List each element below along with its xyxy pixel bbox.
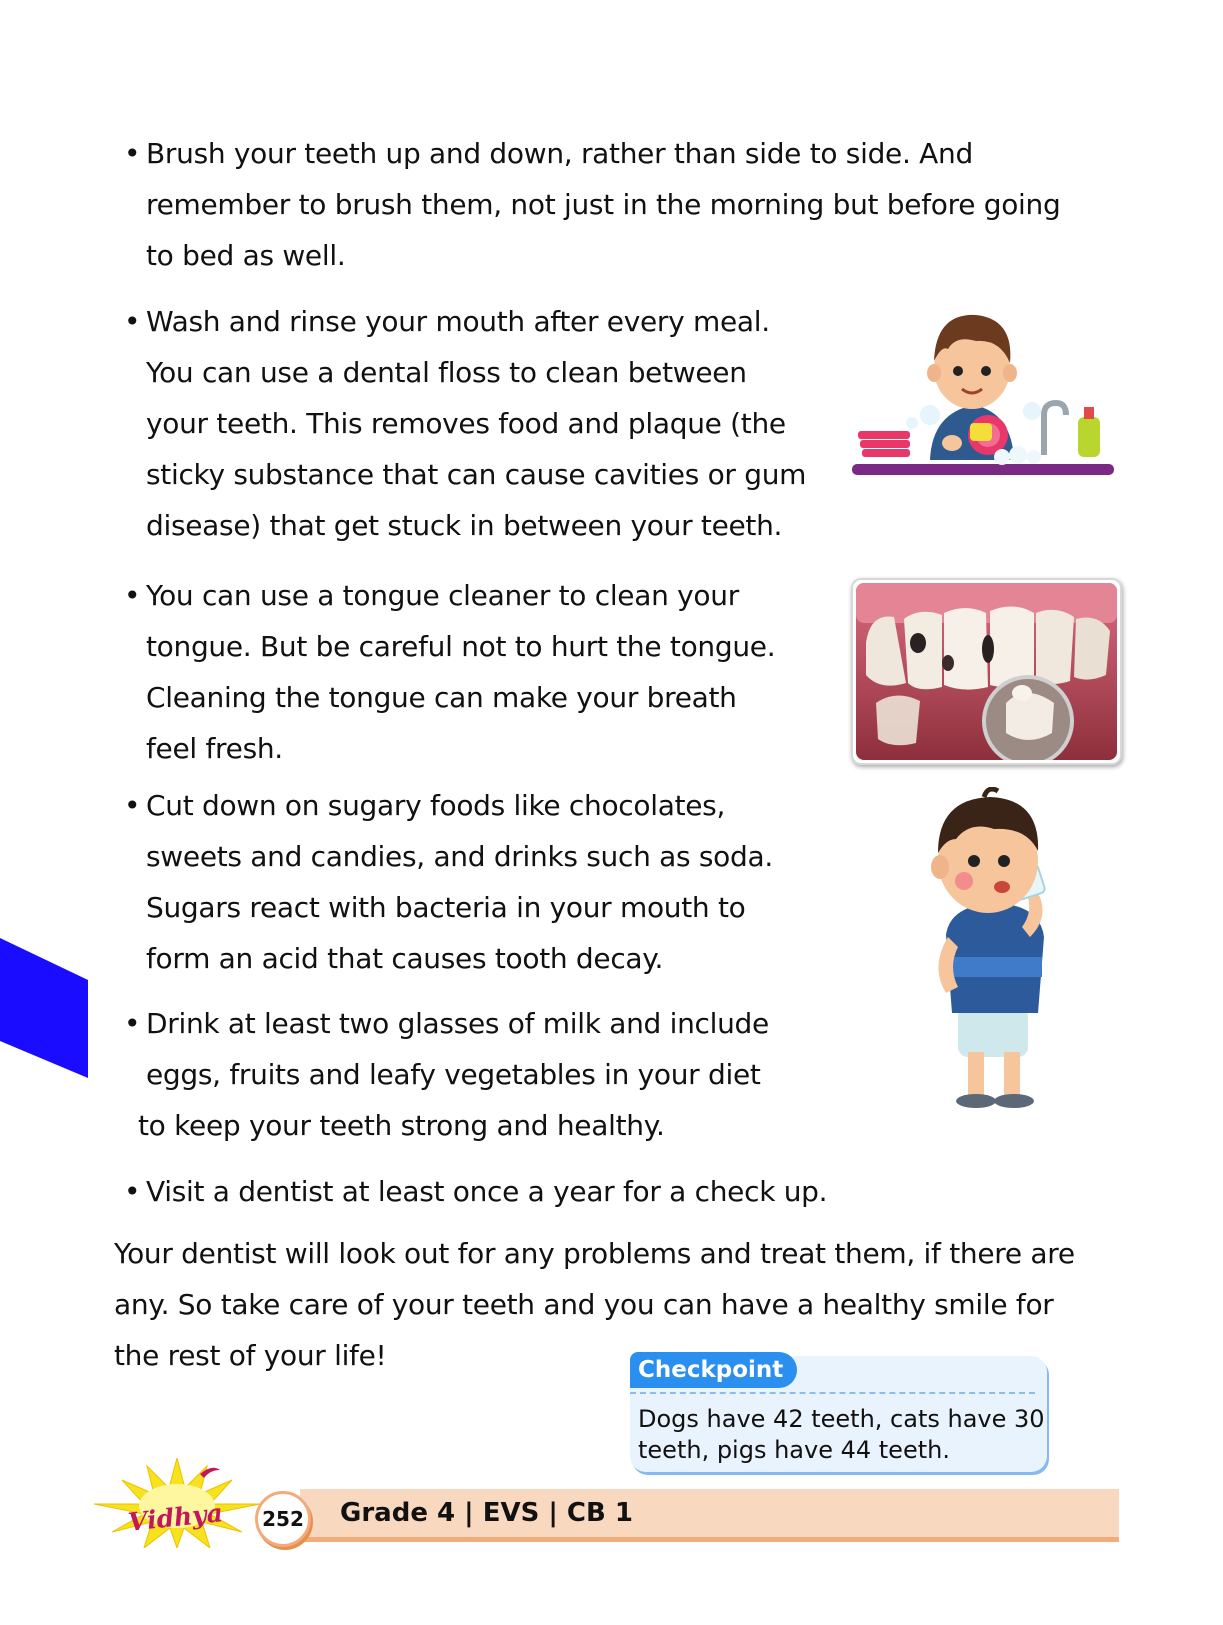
footer-title: Grade 4 | EVS | CB 1 [340, 1498, 633, 1528]
checkpoint-box [630, 1356, 1050, 1476]
text-line: any. So take care of your teeth and you can have a healthy smile for [114, 1288, 1054, 1321]
boy-washing-dishes-illustration [852, 305, 1114, 485]
text-line: feel fresh. [146, 732, 283, 765]
checkpoint-label: Checkpoint [630, 1352, 797, 1388]
boy-drinking-milk-illustration [918, 787, 1078, 1117]
bullet-dentist [124, 1166, 828, 1217]
tooth-decay-photo [851, 578, 1122, 765]
bullet-tongue [124, 570, 776, 774]
text-line: Cleaning the tongue can make your breath [146, 681, 737, 714]
bullet-symbol: • [124, 579, 141, 612]
page-number: 252 [255, 1491, 311, 1547]
side-tab-marker [0, 938, 90, 1078]
text-line: your teeth. This removes food and plaque (the [146, 407, 786, 440]
bullet-symbol: • [124, 305, 141, 338]
text-line: You can use a dental floss to clean between [146, 356, 747, 389]
text-line: to keep your teeth strong and healthy. [138, 1109, 665, 1142]
text-line: Your dentist will look out for any problems and treat them, if there are [114, 1237, 1075, 1270]
bullet-milk [124, 998, 769, 1151]
checkpoint-text: Dogs have 42 teeth, cats have 30 teeth, pigs have 44 teeth. [638, 1405, 1045, 1464]
text-line: eggs, fruits and leafy vegetables in your diet [146, 1058, 761, 1091]
text-line: Cut down on sugary foods like chocolates, [146, 789, 726, 822]
text-line: the rest of your life! [114, 1339, 387, 1372]
bullet-symbol: • [124, 789, 141, 822]
text-line: You can use a tongue cleaner to clean your [146, 579, 739, 612]
bullet-brush [124, 128, 1061, 281]
text-line: sticky substance that can cause cavities or gum [146, 458, 807, 491]
bullet-symbol: • [124, 137, 141, 170]
text-line: disease) that get stuck in between your teeth. [146, 509, 783, 542]
text-line: Drink at least two glasses of milk and include [146, 1007, 769, 1040]
text-line: to bed as well. [146, 239, 346, 272]
text-line: Wash and rinse your mouth after every meal. [146, 305, 770, 338]
text-line: Visit a dentist at least once a year for a check up. [146, 1175, 828, 1208]
text-line: form an acid that causes tooth decay. [146, 942, 664, 975]
bullet-sugar [124, 780, 773, 984]
checkpoint-divider [630, 1392, 1035, 1394]
text-line: tongue. But be careful not to hurt the tongue. [146, 630, 776, 663]
logo-text: Vidhya [126, 1498, 225, 1537]
text-line: Brush your teeth up and down, rather than side to side. And [146, 137, 973, 170]
bullet-symbol: • [124, 1175, 141, 1208]
text-line: Sugars react with bacteria in your mouth to [146, 891, 746, 924]
text-line: remember to brush them, not just in the morning but before going [146, 188, 1061, 221]
bullet-symbol: • [124, 1007, 141, 1040]
bullet-rinse [124, 296, 807, 551]
text-line: sweets and candies, and drinks such as soda. [146, 840, 773, 873]
